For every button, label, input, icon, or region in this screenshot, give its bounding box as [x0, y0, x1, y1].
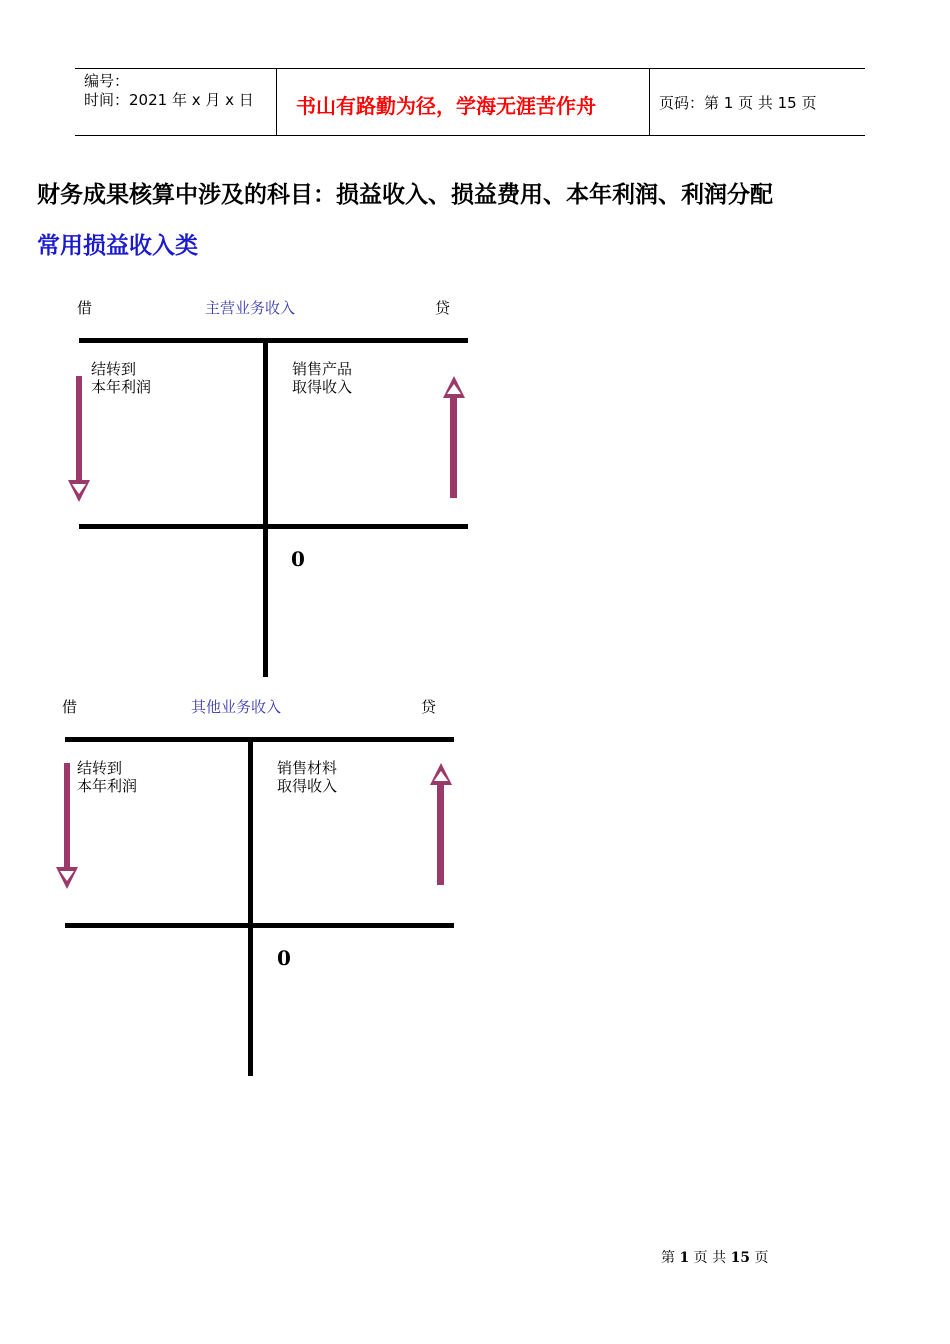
down-arrow-icon — [66, 376, 92, 504]
t-account-top-bar — [79, 338, 468, 343]
account-name: 其他业务收入 — [191, 698, 282, 716]
page-info: 页码：第 1 页 共 15 页 — [659, 94, 817, 112]
t-account-total-bar — [65, 923, 454, 928]
debit-entry-text: 结转到 本年利润 — [77, 759, 138, 795]
header-divider-2 — [649, 68, 650, 136]
header-top-border — [75, 68, 865, 69]
up-arrow-icon — [428, 763, 454, 887]
section-subtitle: 常用损益收入类 — [37, 233, 198, 259]
footer-total-pages: 15 — [730, 1250, 751, 1266]
t-account-top-bar — [65, 737, 454, 742]
down-arrow-icon — [54, 763, 80, 891]
credit-label: 贷 — [435, 299, 451, 317]
t-account-total-bar — [79, 524, 468, 529]
footer-mid: 页 共 — [693, 1250, 727, 1266]
up-arrow-icon — [441, 376, 467, 500]
page-title: 财务成果核算中涉及的科目：损益收入、损益费用、本年利润、利润分配 — [37, 182, 773, 208]
credit-label: 贷 — [421, 698, 437, 716]
number-label: 编号： — [84, 72, 130, 90]
time-label: 时间：2021 年 x 月 x 日 — [84, 91, 254, 109]
t-account-center-bar — [248, 739, 253, 1076]
t-account-center-bar — [263, 340, 268, 677]
debit-label: 借 — [77, 299, 93, 317]
motto-text: 书山有路勤为径，学海无涯苦作舟 — [296, 94, 596, 118]
account-name: 主营业务收入 — [205, 299, 296, 317]
footer-page-number: 1 — [679, 1250, 690, 1266]
header-divider-1 — [276, 68, 277, 136]
header-bottom-border — [75, 135, 865, 136]
debit-label: 借 — [62, 698, 78, 716]
footer-suffix: 页 — [754, 1250, 769, 1266]
debit-entry-text: 结转到 本年利润 — [91, 360, 152, 396]
footer-prefix: 第 — [661, 1250, 675, 1266]
page-footer — [661, 1247, 769, 1267]
balance-value: 0 — [291, 547, 305, 571]
credit-entry-text: 销售产品 取得收入 — [292, 360, 353, 396]
credit-entry-text: 销售材料 取得收入 — [277, 759, 338, 795]
balance-value: 0 — [277, 946, 291, 970]
